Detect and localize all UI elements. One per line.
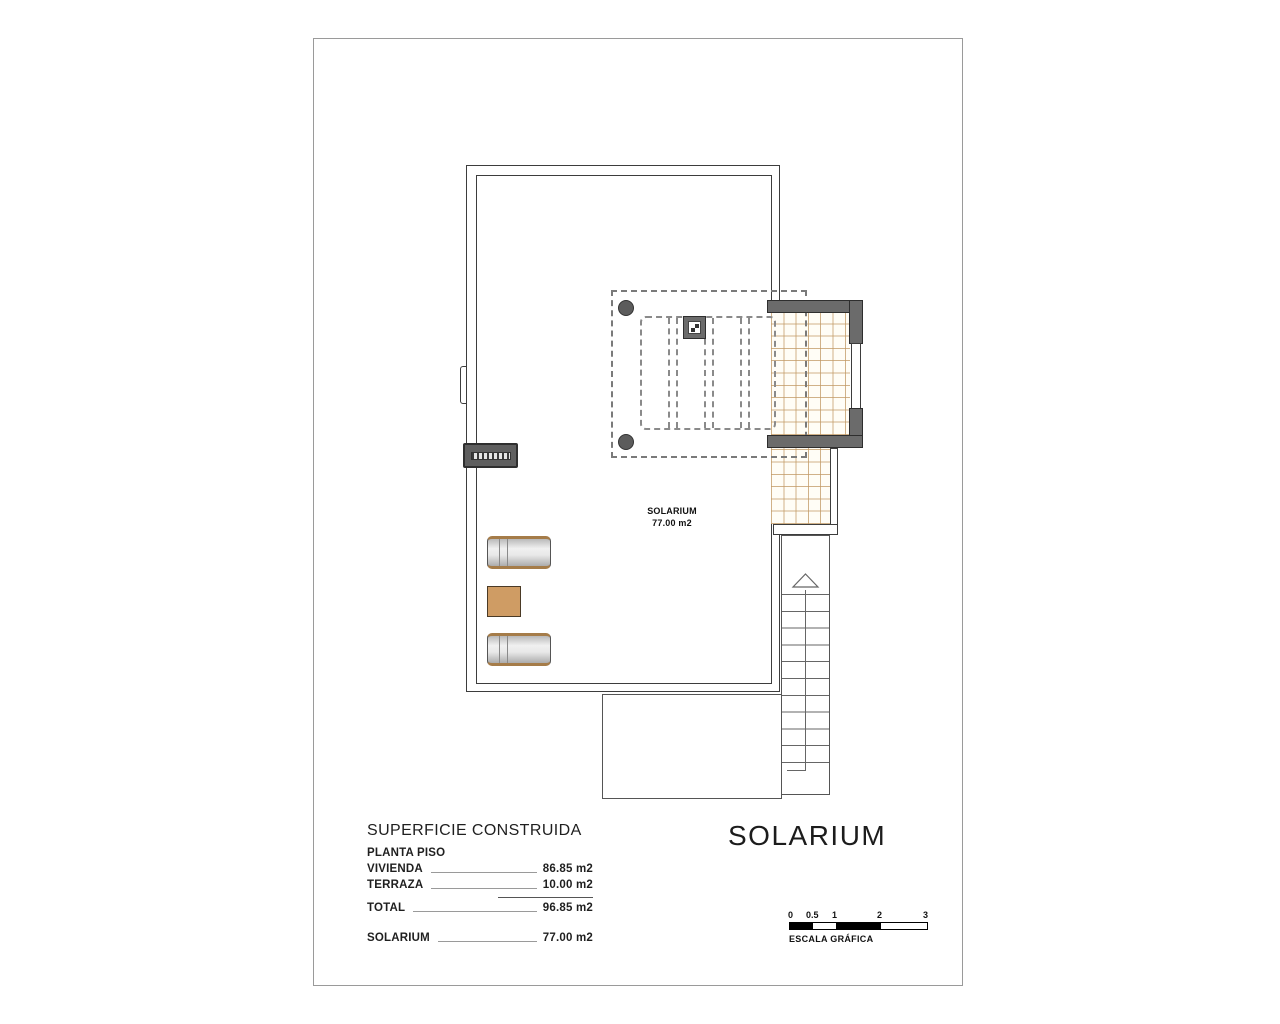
leader-line <box>413 911 537 912</box>
areas-heading: SUPERFICIE CONSTRUIDA <box>367 822 582 839</box>
side-table <box>487 586 521 617</box>
row-value: 10.00 m2 <box>542 879 593 891</box>
row-label: TERRAZA <box>367 879 424 891</box>
bay-right-wall <box>830 448 838 525</box>
stair-landing-edge <box>773 524 838 535</box>
bracket-wall-bottom <box>767 435 863 448</box>
room-label-area: 77.00 m2 <box>652 517 692 528</box>
areas-subheading: PLANTA PISO <box>367 847 446 859</box>
equipment-sign <box>463 443 518 468</box>
table-row <box>367 879 593 891</box>
stair-walkline-turn <box>787 770 806 771</box>
graphic-scale <box>789 910 939 944</box>
up-arrow-icon <box>791 572 820 589</box>
table-row-solarium <box>367 932 593 944</box>
post-marker <box>618 300 634 316</box>
pergola-beam-line <box>740 318 742 428</box>
table-row-total <box>367 902 593 914</box>
plan-title: SOLARIUM <box>728 820 887 851</box>
pergola-beam-line <box>676 318 678 428</box>
scale-ticks <box>789 910 939 921</box>
scale-caption: ESCALA GRÁFICA <box>789 934 874 944</box>
row-value: 96.85 m2 <box>542 902 593 914</box>
pergola-beam-line <box>712 318 714 428</box>
areas-table <box>367 822 593 944</box>
table-row <box>367 863 593 875</box>
pilaster-notch <box>460 366 467 404</box>
row-value: 77.00 m2 <box>542 932 593 944</box>
equipment-sign-text-band <box>471 452 511 460</box>
sum-divider <box>498 897 593 898</box>
bracket-wall-right-upper <box>849 300 863 344</box>
leader-line <box>431 872 537 873</box>
vent-glyph <box>688 321 701 334</box>
leader-line <box>438 941 537 942</box>
post-marker <box>618 434 634 450</box>
stair-center-line <box>805 590 806 770</box>
pergola-beam-line <box>668 318 670 428</box>
sun-lounger <box>487 633 551 666</box>
sun-lounger <box>487 536 551 569</box>
pergola-beam-line <box>748 318 750 428</box>
leader-line <box>431 888 536 889</box>
lower-roof-volume <box>602 694 782 799</box>
scale-tick: 0 <box>788 910 794 920</box>
scale-tick: 1 <box>832 910 838 920</box>
row-label: TOTAL <box>367 902 406 914</box>
bracket-window-opening <box>851 343 861 409</box>
scale-tick: 3 <box>923 910 929 920</box>
scale-tick: 2 <box>877 910 883 920</box>
pergola-inner-dashed <box>640 316 776 430</box>
row-value: 86.85 m2 <box>542 863 593 875</box>
row-label: VIVIENDA <box>367 863 423 875</box>
row-label: SOLARIUM <box>367 932 430 944</box>
scale-bar-strip <box>789 922 928 930</box>
chimney-vent-marker <box>683 316 706 339</box>
scale-tick: 0.5 <box>806 910 819 920</box>
room-label-name: SOLARIUM <box>647 506 697 516</box>
room-label <box>614 506 730 529</box>
